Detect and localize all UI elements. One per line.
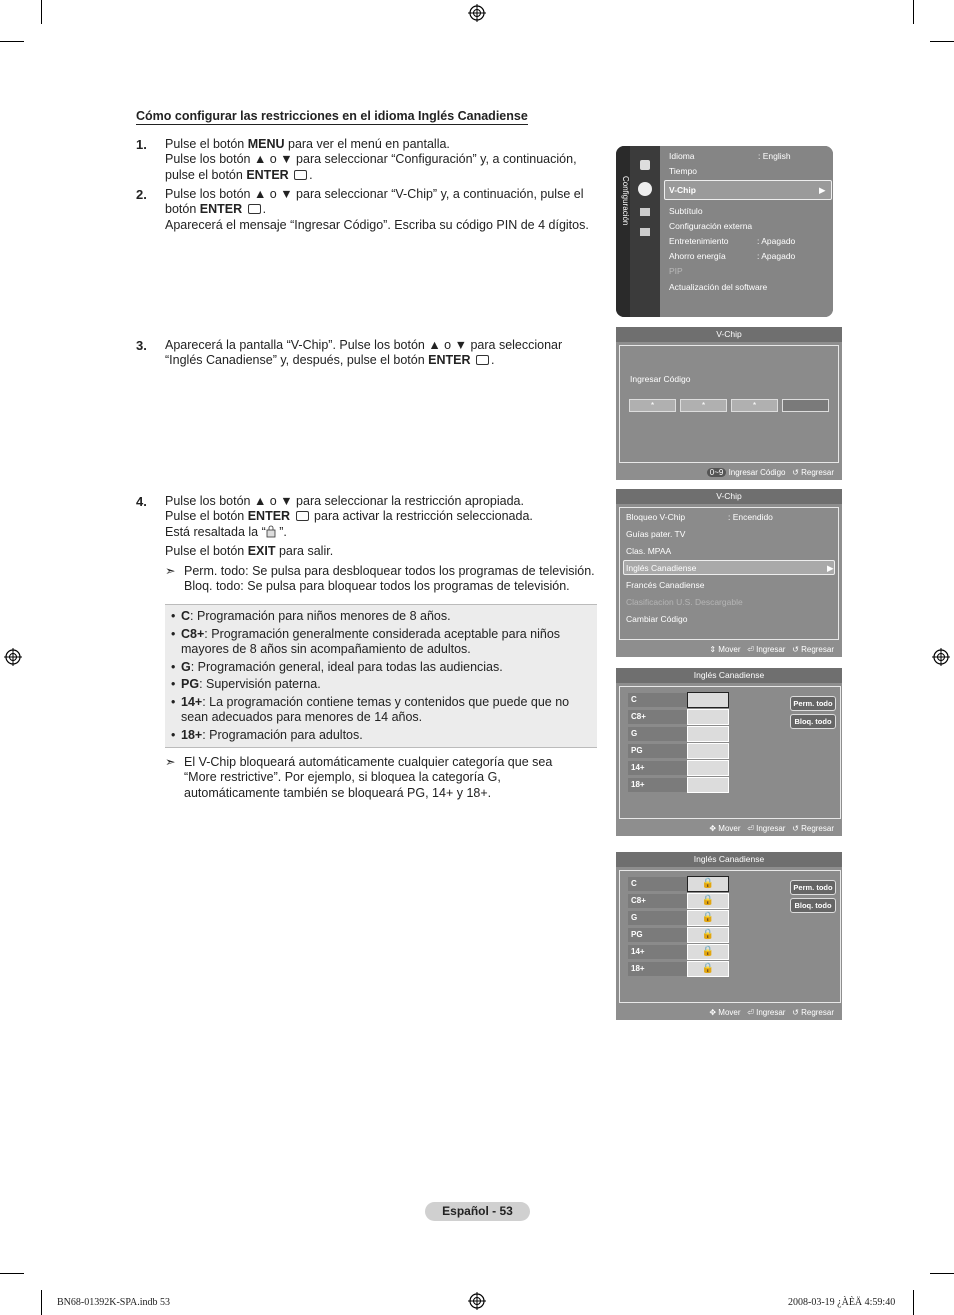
ratings-panel xyxy=(619,870,841,1003)
enter-icon: ⏎ xyxy=(747,645,754,654)
screen-title: V-Chip xyxy=(616,327,842,342)
menu-item-idioma[interactable]: Idioma xyxy=(669,151,695,161)
vchip-panel xyxy=(619,507,839,640)
bloq-todo-button[interactable]: Bloq. todo xyxy=(790,714,836,729)
menu-item-entretenimiento[interactable]: Entretenimiento xyxy=(669,236,729,246)
pin-prompt: Ingresar Código xyxy=(630,374,691,384)
ratings-panel xyxy=(619,686,841,819)
screen-title: Inglés Canadiense xyxy=(616,852,842,867)
rating-label: PG xyxy=(628,928,687,942)
note-vchip: ➣ El V-Chip bloqueará automáticamente cualquier categoría que sea “More restrictive”. Por ejemplo, si bloquea la categoría G, automáticamente también se bloqueará PG, 14+ y 18+. xyxy=(165,755,553,800)
note-arrow-icon: ➣ xyxy=(165,755,176,769)
perm-todo-button[interactable]: Perm. todo xyxy=(790,696,836,711)
enter-icon: ⏎ xyxy=(747,824,754,833)
vchip-menu-screen xyxy=(616,489,842,657)
enter-icon xyxy=(294,170,307,180)
crop-mark xyxy=(930,1273,954,1274)
section-title: Cómo configurar las restricciones en el idioma Inglés Canadiense xyxy=(136,109,528,123)
lock-toggle[interactable] xyxy=(687,692,729,708)
lock-toggle[interactable] xyxy=(687,743,729,759)
crop-mark xyxy=(0,1273,24,1274)
print-file-info: BN68-01392K-SPA.indb 53 xyxy=(57,1297,170,1308)
enter-icon xyxy=(248,204,261,214)
note-perm-bloq: ➣ Perm. todo: Se pulsa para desbloquear todos los programas de televisión. Bloq. todo: Se pulsa para bloquear todos los programas de televisión. xyxy=(165,564,595,594)
crop-mark xyxy=(41,0,42,24)
list-item: • C8+: Programación generalmente considerada aceptable para niños mayores de 8 años sin acompañamiento de adultos. xyxy=(171,627,597,658)
rating-label: C8+ xyxy=(628,710,687,724)
menu-item-subtitulo[interactable]: Subtítulo xyxy=(669,206,703,216)
menu-item-cambiar[interactable]: Cambiar Código xyxy=(626,614,688,624)
lock-icon[interactable]: 🔒 xyxy=(687,927,729,943)
rating-label: PG xyxy=(628,744,687,758)
menu-item-actualizacion[interactable]: Actualización del software xyxy=(669,282,768,292)
chevron-right-icon: ▶ xyxy=(819,185,826,195)
return-icon: ↺ xyxy=(792,824,799,833)
menu-item-value: : Apagado xyxy=(757,251,796,261)
rating-label: G xyxy=(628,911,687,925)
rating-label: C xyxy=(628,693,687,707)
lock-icon[interactable]: 🔒 xyxy=(687,944,729,960)
menu-item-value: : Apagado xyxy=(757,236,796,246)
menu-item-mpaa[interactable]: Clas. MPAA xyxy=(626,546,672,556)
lock-toggle[interactable] xyxy=(687,709,729,725)
screen-footer: ✥ Mover ⏎ Ingresar ↺ Regresar xyxy=(709,824,834,833)
ratings-box xyxy=(165,604,597,748)
lock-icon[interactable]: 🔒 xyxy=(687,893,729,909)
list-item: • G: Programación general, ideal para todas las audiencias. xyxy=(171,660,597,675)
enter-icon: ⏎ xyxy=(747,1008,754,1017)
menu-item-frances[interactable]: Francés Canadiense xyxy=(626,580,705,590)
lock-toggle[interactable] xyxy=(687,760,729,776)
vchip-pin-screen xyxy=(616,327,842,480)
step-number: 4. xyxy=(136,494,147,509)
screen-title: Inglés Canadiense xyxy=(616,668,842,683)
step-3-text: Aparecerá la pantalla “V-Chip”. Pulse los botón ▲ o ▼ para seleccionar “Inglés Canadiense” y, después, pulse el botón ENTER . xyxy=(165,338,563,368)
move-icon: ✥ xyxy=(709,1008,717,1017)
gear-icon[interactable] xyxy=(638,182,652,196)
bloq-todo-button[interactable]: Bloq. todo xyxy=(790,898,836,913)
move-icon: ⇕ xyxy=(709,645,717,654)
rating-label: C xyxy=(628,877,687,891)
menu-item-ingles[interactable]: Inglés Canadiense xyxy=(626,563,697,573)
input-icon[interactable] xyxy=(640,228,650,236)
menu-item-vchip[interactable]: V-Chip xyxy=(669,185,696,195)
screen-title: V-Chip xyxy=(616,489,842,504)
lock-icon xyxy=(266,525,276,538)
page-number: Español - 53 xyxy=(425,1202,530,1221)
crop-mark xyxy=(41,1290,42,1315)
number-keys-icon: 0~9 xyxy=(707,468,727,477)
registration-mark-icon xyxy=(4,648,22,666)
menu-item-pip[interactable]: PIP xyxy=(669,266,683,276)
menu-item-value: : Encendido xyxy=(728,512,773,522)
lock-toggle[interactable] xyxy=(687,726,729,742)
return-icon: ↺ xyxy=(792,1008,799,1017)
step-4-text: Pulse los botón ▲ o ▼ para seleccionar la restricción apropiada. Pulse el botón ENTER para activar la restricción seleccionada. Está resaltada la “ ”. Pulse el botón EXIT para salir. xyxy=(165,494,533,558)
menu-item-tiempo[interactable]: Tiempo xyxy=(669,166,698,176)
rating-label: C8+ xyxy=(628,894,687,908)
lock-icon[interactable]: 🔒 xyxy=(687,961,729,977)
channel-icon[interactable] xyxy=(640,208,650,216)
step-number: 2. xyxy=(136,187,147,202)
list-item: • C: Programación para niños menores de 8 años. xyxy=(171,609,597,624)
chevron-right-icon: ▶ xyxy=(827,563,834,573)
menu-item-bloqueo[interactable]: Bloqueo V-Chip xyxy=(626,512,686,522)
english-canadian-screen xyxy=(616,668,842,836)
pin-digit[interactable]: * xyxy=(680,399,727,412)
move-icon: ✥ xyxy=(709,824,717,833)
setup-menu-screen xyxy=(616,146,833,317)
rating-label: 18+ xyxy=(628,778,687,792)
enter-icon xyxy=(476,355,489,365)
perm-todo-button[interactable]: Perm. todo xyxy=(790,880,836,895)
menu-item-value: : English xyxy=(758,151,791,161)
pin-digit[interactable] xyxy=(782,399,829,412)
menu-item-us-descargable[interactable]: Clasificacion U.S. Descargable xyxy=(626,597,743,607)
rating-label: 14+ xyxy=(628,761,687,775)
menu-item-config-externa[interactable]: Configuración externa xyxy=(669,221,753,231)
step-1-text: Pulse el botón MENU para ver el menú en pantalla. Pulse los botón ▲ o ▼ para seleccionar “Configuración” y, a continuación, pulse el botón ENTER . xyxy=(165,137,577,182)
rating-label: 18+ xyxy=(628,962,687,976)
pin-digit[interactable]: * xyxy=(629,399,676,412)
step-number: 1. xyxy=(136,137,147,152)
pin-digit[interactable]: * xyxy=(731,399,778,412)
menu-side-label: Configuración xyxy=(621,176,630,226)
crop-mark xyxy=(930,41,954,42)
step-number: 3. xyxy=(136,338,147,353)
enter-icon xyxy=(296,511,309,521)
print-timestamp: 2008-03-19 ¿ÀÈÄ 4:59:40 xyxy=(788,1297,896,1308)
crop-mark xyxy=(913,1290,914,1315)
registration-mark-icon xyxy=(468,1292,486,1310)
lock-toggle[interactable] xyxy=(687,777,729,793)
lock-icon[interactable]: 🔒 xyxy=(687,910,729,926)
crop-mark xyxy=(0,41,24,42)
rating-label: 14+ xyxy=(628,945,687,959)
pin-panel xyxy=(619,345,839,463)
note-arrow-icon: ➣ xyxy=(165,564,176,578)
list-item: • 18+: Programación para adultos. xyxy=(171,728,597,743)
list-item: • 14+: La programación contiene temas y contenidos que puede que no sean adecuados para menores de 14 años. xyxy=(171,695,597,726)
registration-mark-icon xyxy=(468,4,486,22)
list-item: • PG: Supervisión paterna. xyxy=(171,677,597,692)
picture-icon[interactable] xyxy=(640,160,650,170)
registration-mark-icon xyxy=(932,648,950,666)
step-2-text: Pulse los botón ▲ o ▼ para seleccionar “V-Chip” y, a continuación, pulse el botón ENTER . Aparecerá el mensaje “Ingresar Código”. Escriba su código PIN de 4 dígitos. xyxy=(165,187,589,232)
screen-footer: ✥ Mover ⏎ Ingresar ↺ Regresar xyxy=(709,1008,834,1017)
crop-mark xyxy=(913,0,914,24)
menu-item-ahorro[interactable]: Ahorro energía xyxy=(669,251,726,261)
return-icon: ↺ xyxy=(792,468,799,477)
menu-item-guias[interactable]: Guías pater. TV xyxy=(626,529,686,539)
screen-footer: ⇕ Mover ⏎ Ingresar ↺ Regresar xyxy=(709,645,834,654)
lock-icon[interactable]: 🔒 xyxy=(687,876,729,892)
rating-label: G xyxy=(628,727,687,741)
screen-footer: 0~9 Ingresar Código ↺ Regresar xyxy=(707,468,834,477)
return-icon: ↺ xyxy=(792,645,799,654)
english-canadian-locked-screen xyxy=(616,852,842,1020)
